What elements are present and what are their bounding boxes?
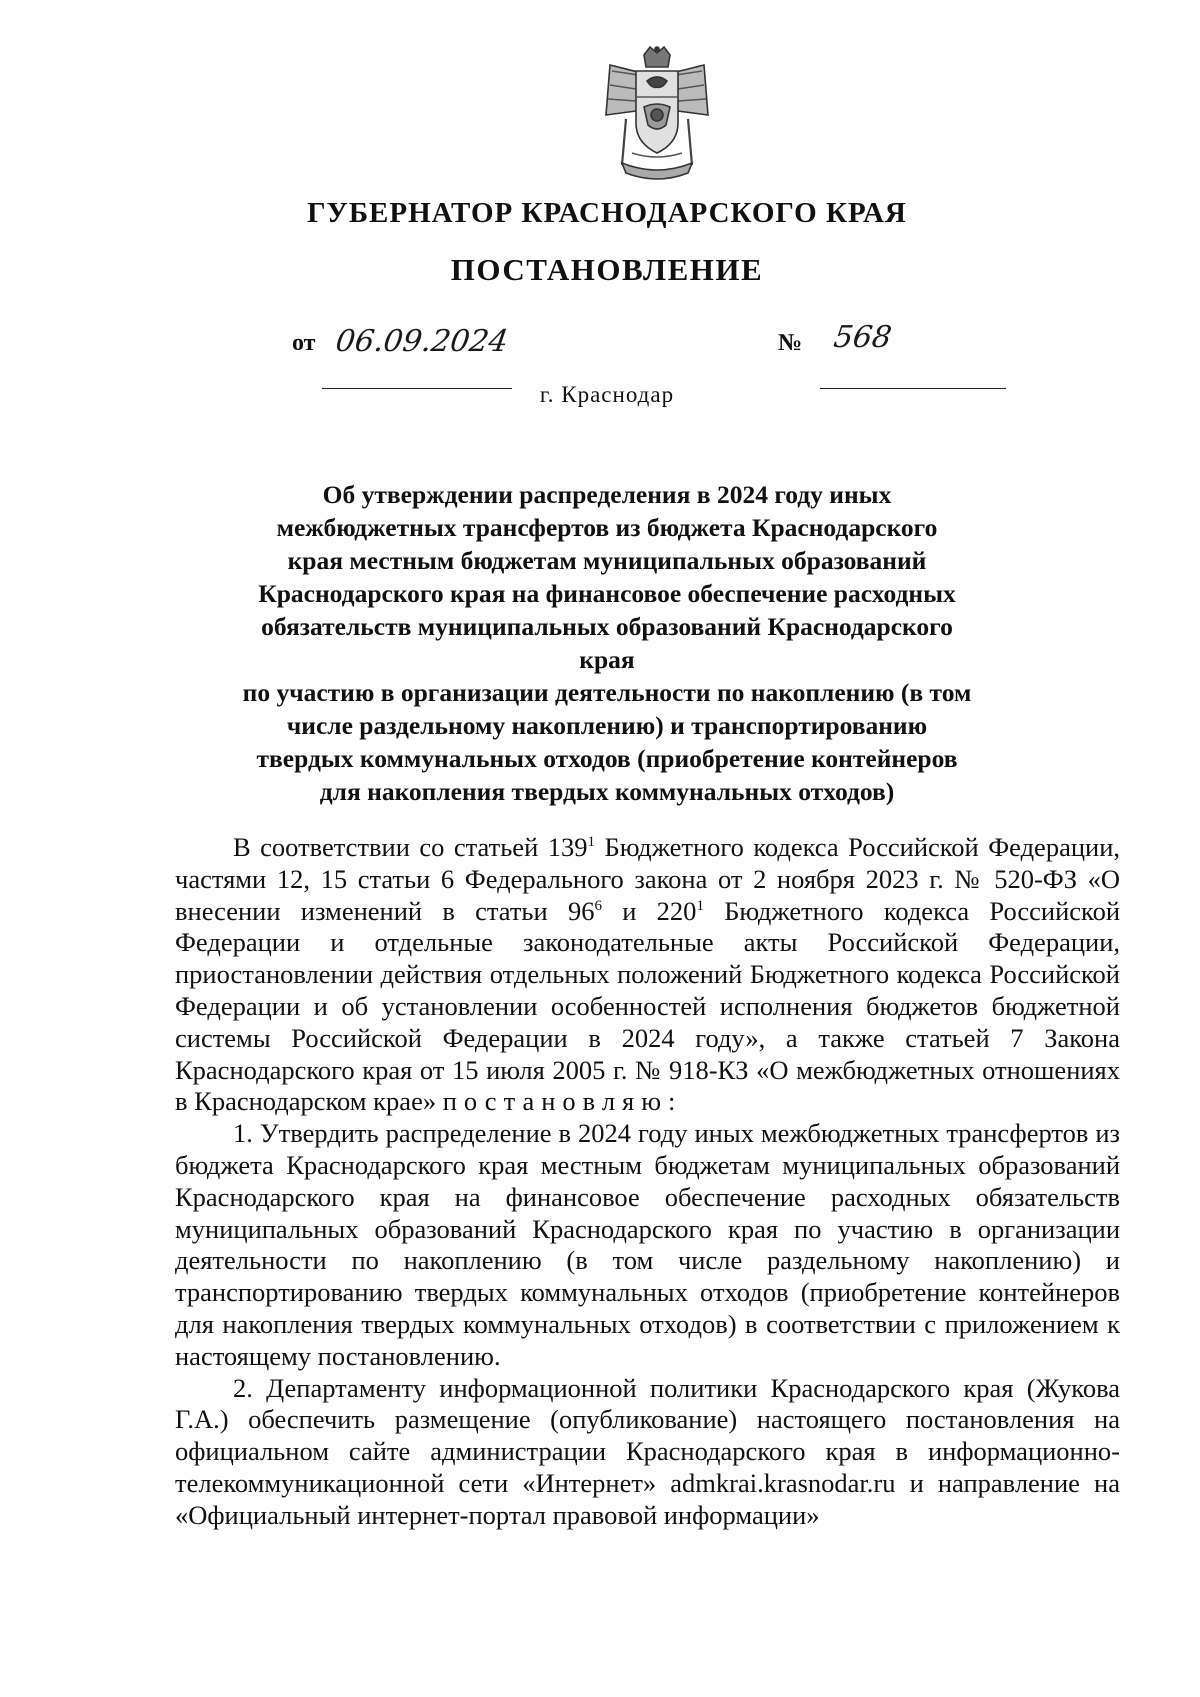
superscript: 1 <box>587 834 595 850</box>
heading-line: числе раздельному накоплению) и транспортированию <box>286 711 928 740</box>
heading-line: обязательств муниципальных образований Краснодарского края <box>261 612 953 674</box>
number-label: № <box>778 330 803 356</box>
document-body <box>175 832 1120 1532</box>
superscript: 6 <box>594 897 602 914</box>
coat-of-arms-emblem <box>592 45 722 185</box>
number-line <box>778 320 894 357</box>
item-2-paragraph: 2. Департаменту информационной политики Краснодарского края (Жукова Г.А.) обеспечить размещение (опубликование) настоящего постановления на официальном сайте администрации Краснодарского края в информационно-телекоммуникационной сети «Интернет» admkrai.krasnodar.ru и направление на «Официальный интернет-портал правовой информации» <box>175 1372 1120 1530</box>
heading-line: по участию в организации деятельности по накоплению (в том <box>242 678 972 707</box>
document-heading <box>240 478 974 808</box>
preamble-text-d: Бюджетного кодекса Российской Федерации и отдельные законодательные акты Российской Федерации, приостановлении действия отдельных положений Бюджетного кодекса Российской Федерации и об установлении особенностей исполнения бюджетов бюджетной системы Российской Федерации в 2024 году», а также статьей 7 Закона Краснодарского края от 15 июля 2005 г. № 918-КЗ «О межбюджетных отношениях в Краснодарском крае» <box>175 895 1120 1117</box>
heading-line: края местным бюджетам муниципальных образований <box>287 546 927 575</box>
preamble-text-a: В соответствии со статьей 139 <box>233 832 588 862</box>
date-label: от <box>292 330 316 356</box>
decree-word: постановляю <box>442 1086 669 1117</box>
preamble-paragraph <box>175 832 1120 1118</box>
preamble-text-b: Бюджетного кодекса Российской Федерации, частями 12, 15 статьи 6 Федерального закона от 2 ноября 2023 г. № 520-ФЗ «О внесении изменений в статьи 96 <box>175 832 1121 926</box>
number-value: 568 <box>831 320 894 355</box>
date-value: 06.09.2024 <box>333 324 511 359</box>
item-1-paragraph: 1. Утвердить распределение в 2024 году иных межбюджетных трансфертов из бюджета Краснодарского края местным бюджетам муниципальных образований Краснодарского края на финансовое обеспечение расходных обязательств муниципальных образований Краснодарского края по участию в организации деятельности по накоплению (в том числе раздельному накоплению) и транспортированию твердых коммунальных отходов (приобретение контейнеров для накопления твердых коммунальных отходов) в соответствии с приложением к настоящему постановлению. <box>175 1118 1120 1371</box>
decree-colon: : <box>668 1086 676 1117</box>
heading-line: для накопления твердых коммунальных отходов) <box>319 777 895 806</box>
city-label: г. Краснодар <box>539 382 675 407</box>
heading-line: твердых коммунальных отходов (приобретение контейнеров <box>256 744 958 773</box>
coat-of-arms-icon <box>592 45 722 185</box>
heading-line: Об утверждении распределения в 2024 году иных <box>322 480 892 509</box>
heading-line: межбюджетных трансфертов из бюджета Краснодарского <box>276 513 938 542</box>
preamble-text-c: и 220 <box>601 895 697 926</box>
heading-line: Краснодарского края на финансовое обеспечение расходных <box>258 579 956 608</box>
superscript: 1 <box>696 897 704 914</box>
document-type: ПОСТАНОВЛЕНИЕ <box>450 252 764 287</box>
date-line <box>292 324 511 359</box>
authority-title: ГУБЕРНАТОР КРАСНОДАРСКОГО КРАЯ <box>307 197 907 229</box>
